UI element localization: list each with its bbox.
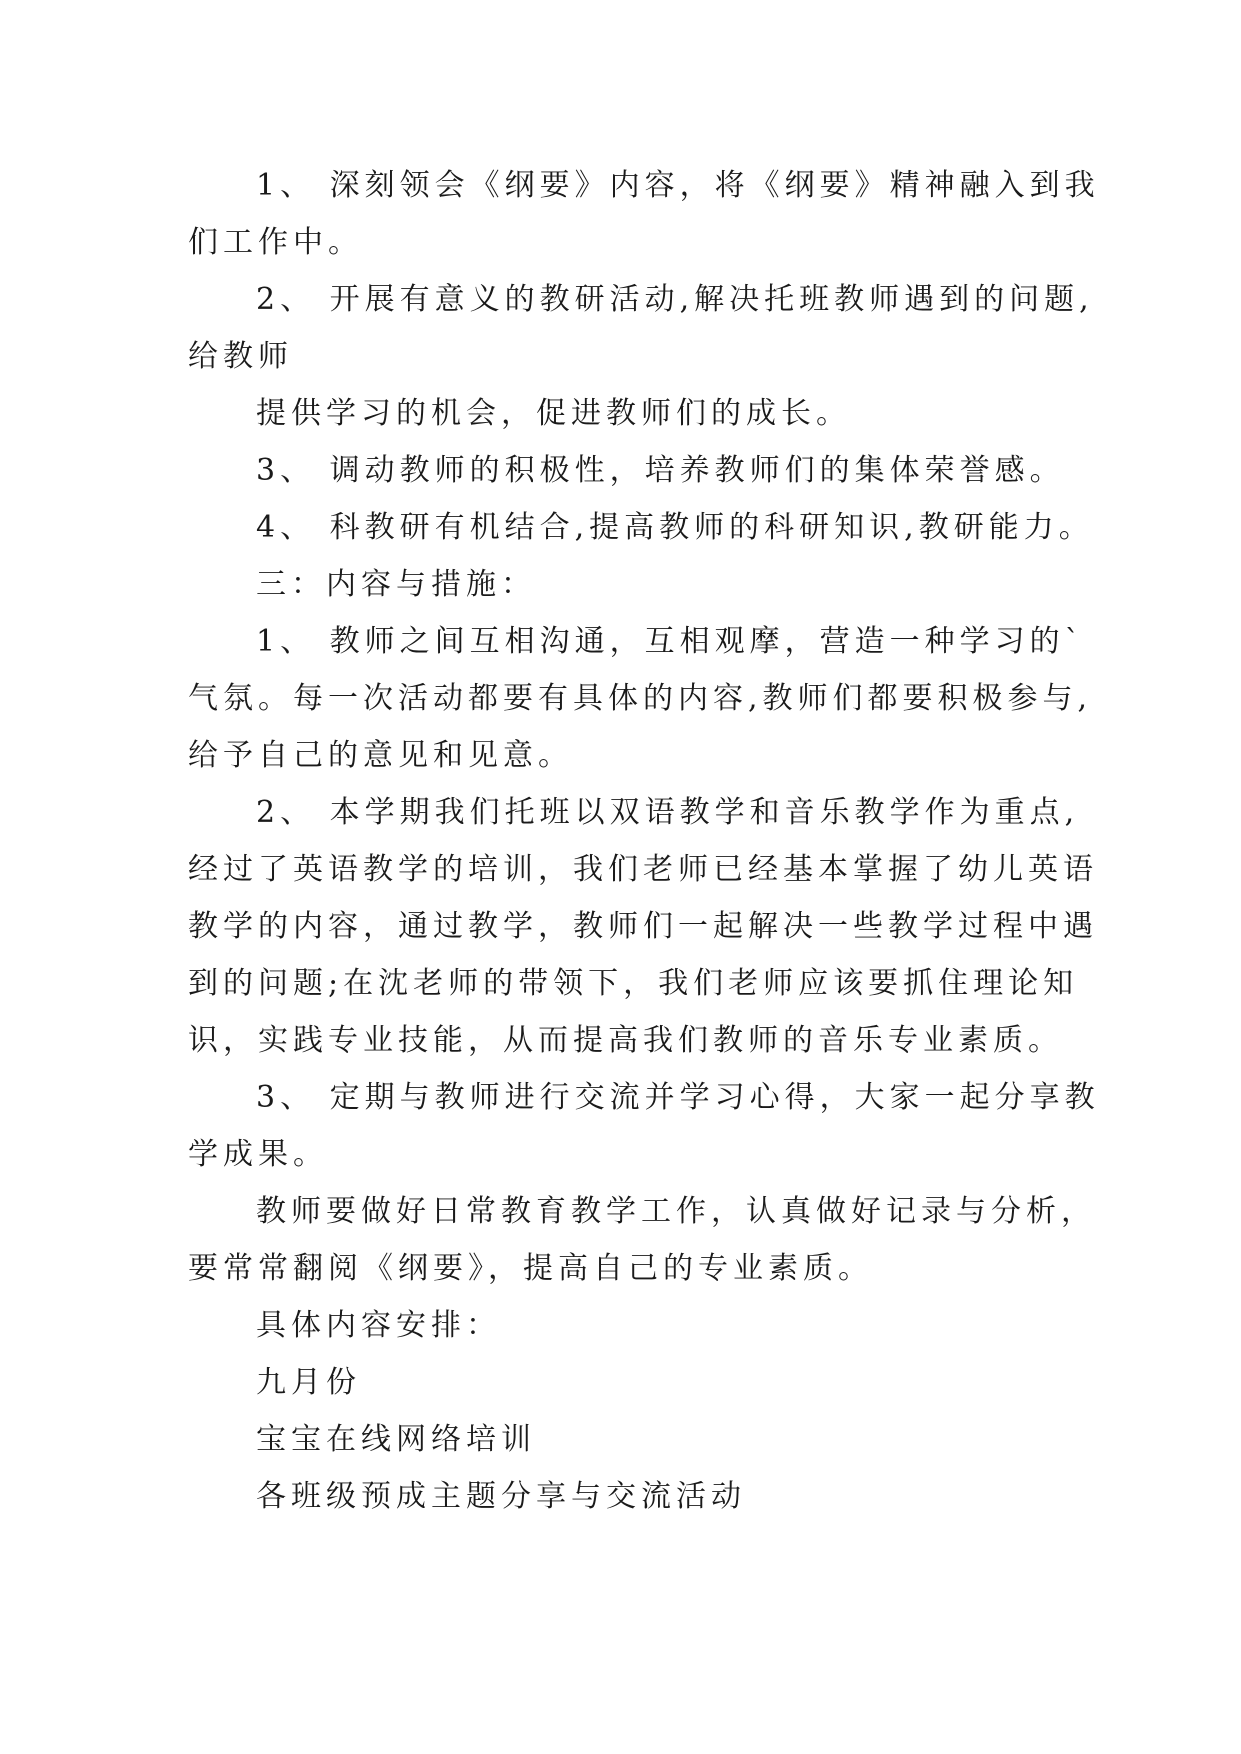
text-line: 教学的内容，通过教学，教师们一起解决一些教学过程中遇 (188, 909, 1098, 944)
text-line: 2、 本学期我们托班以双语教学和音乐教学作为重点, (256, 795, 1080, 830)
text-line: 学成果。 (188, 1137, 328, 1172)
text-line: 2、 开展有意义的教研活动,解决托班教师遇到的问题, (256, 282, 1094, 317)
text-line: 给教师 (188, 339, 293, 374)
text-line: 1、 深刻领会《纲要》内容，将《纲要》精神融入到我 (256, 168, 1100, 203)
text-line: 4、 科教研有机结合,提高教师的科研知识,教研能力。 (256, 510, 1094, 545)
month-label: 九月份 (256, 1365, 361, 1400)
text-line: 提供学习的机会，促进教师们的成长。 (256, 396, 851, 431)
schedule-item: 宝宝在线网络培训 (256, 1422, 536, 1457)
text-line: 3、 调动教师的积极性，培养教师们的集体荣誉感。 (256, 453, 1065, 488)
text-line: 教师要做好日常教育教学工作，认真做好记录与分析， (256, 1194, 1096, 1229)
text-line: 气氛。每一次活动都要有具体的内容,教师们都要积极参与, (188, 681, 1093, 716)
text-line: 经过了英语教学的培训，我们老师已经基本掌握了幼儿英语 (188, 852, 1098, 887)
text-line: 们工作中。 (188, 225, 363, 260)
schedule-heading: 具体内容安排： (256, 1308, 501, 1343)
schedule-item: 各班级预成主题分享与交流活动 (256, 1479, 746, 1514)
section-heading: 三：内容与措施： (256, 567, 536, 602)
text-line: 要常常翻阅《纲要》，提高自己的专业素质。 (188, 1251, 873, 1286)
text-line: 3、 定期与教师进行交流并学习心得，大家一起分享教 (256, 1080, 1100, 1115)
text-line: 到的问题;在沈老师的带领下，我们老师应该要抓住理论知 (188, 966, 1079, 1001)
text-line: 1、 教师之间互相沟通，互相观摩，营造一种学习的` (256, 624, 1085, 659)
text-line: 识，实践专业技能，从而提高我们教师的音乐专业素质。 (188, 1023, 1063, 1058)
text-line: 给予自己的意见和见意。 (188, 738, 573, 773)
